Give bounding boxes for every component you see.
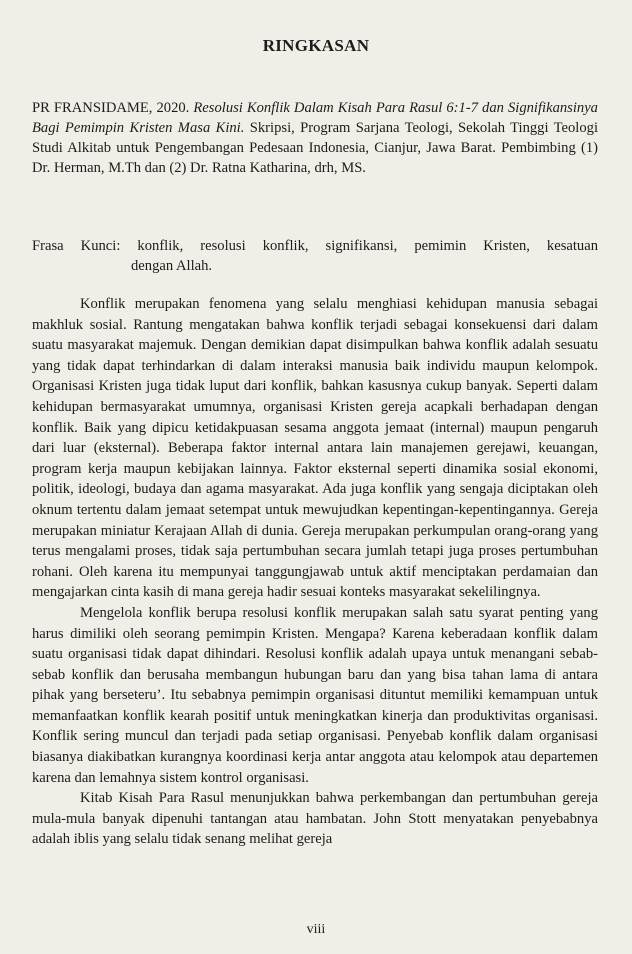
paragraph: Konflik merupakan fenomena yang selalu menghiasi kehidupan manusia sebagai makhluk sosial. Rantung mengatakan bahwa konflik terjadi sebagai konsekuensi dari dalam suatu masyarakat majemuk. Dengan demikian dapat disimpulkan bahwa konflik adalah sesuatu yang tidak dapat terhindarkan di dalam interaksi manusia baik individu maupun kelompok. Organisasi Kristen juga tidak luput dari konflik, bahkan kasusnya cukup banyak. Seperti dalam kehidupan bermasyarakat umumnya, organisasi Kristen gereja acapkali berhadapan dengan konflik. Baik yang dipicu ketidakpuasan sesama anggota jemaat (internal) maupun pengaruh dari luar (eksternal). Beberapa faktor internal antara lain manajemen gerejawi, keuangan, program kerja maupun kebijakan lainnya. Faktor eksternal seperti dinamika sosial ekonomi, politik, ideologi, budaya dan agama masyarakat. Ada juga konflik yang sengaja diciptakan oleh oknum tertentu dalam jemaat setempat untuk mewujudkan kepentingan-kepentingannya. Gereja merupakan miniatur Kerajaan Allah di dunia. Gereja merupakan perkumpulan orang-orang yang terus mengalami proses, tidak saja pertumbuhan secara jumlah tetapi juga proses pertumbuhan rohani. Oleh karena itu mempunyai tanggungjawab untuk aktif menciptakan perdamaian dan mengajarkan cinta kasih di mana gereja hadir sesuai konteks masyarakat sekelilingnya.	[32, 296, 598, 601]
bibliographic-entry	[32, 98, 598, 178]
author-year: PR FRANSIDAME, 2020.	[32, 100, 190, 116]
page-title: RINGKASAN	[262, 36, 370, 55]
thesis-details: Skripsi, Program Sarjana Teologi, Sekolah Tinggi Teologi Studi Alkitab untuk Pengembangan Pedesaan Indonesia, Cianjur, Jawa Barat. Pembimbing (1) Dr. Herman, M.Th dan (2) Dr. Ratna Katharina, drh, MS.	[32, 120, 598, 176]
keywords-label: Frasa Kunci:	[32, 238, 121, 254]
thesis-title: Resolusi Konflik Dalam Kisah Para Rasul 6:1-7 dan Signifikansinya Bagi Pemimpin Kristen Masa Kini.	[32, 100, 598, 136]
paragraph: Mengelola konflik berupa resolusi konflik merupakan salah satu syarat penting yang harus dimiliki oleh seorang pemimpin Kristen. Mengapa? Karena keberadaan konflik dalam suatu organisasi tidak dapat dihindari. Resolusi konflik adalah upaya untuk menangani sebab-sebab konflik dan berusaha membangun hubungan baru dan yang bisa tahan lama di antara pihak yang berseteru’. Itu sebabnya pemimpin organisasi dituntut memiliki kemampuan untuk memanfaatkan konflik kearah positif untuk meningkatkan kinerja dan produktivitas organisasi. Konflik sering muncul dan terjadi pada setiap organisasi. Penyebab konflik dalam organisasi biasanya diakibatkan kurangnya koordinasi kerja antar anggota atau kelompok atau departemen karena dan lemahnya sistem kontrol organisasi.	[32, 604, 598, 786]
summary-body	[32, 294, 598, 850]
keywords-line-2: dengan Allah.	[131, 258, 213, 274]
page-number: viii	[306, 922, 326, 937]
paragraph: Kitab Kisah Para Rasul menunjukkan bahwa perkembangan dan pertumbuhan gereja mula-mula banyak dipenuhi tantangan atau hambatan. John Stott menyatakan penyebabnya adalah iblis yang selalu tidak senang melihat gereja	[32, 790, 598, 848]
keywords-block	[32, 236, 598, 276]
keywords-list: konflik, resolusi konflik, signifikansi, pemimin Kristen, kesatuan	[137, 238, 598, 254]
keywords-line-1	[32, 236, 598, 256]
